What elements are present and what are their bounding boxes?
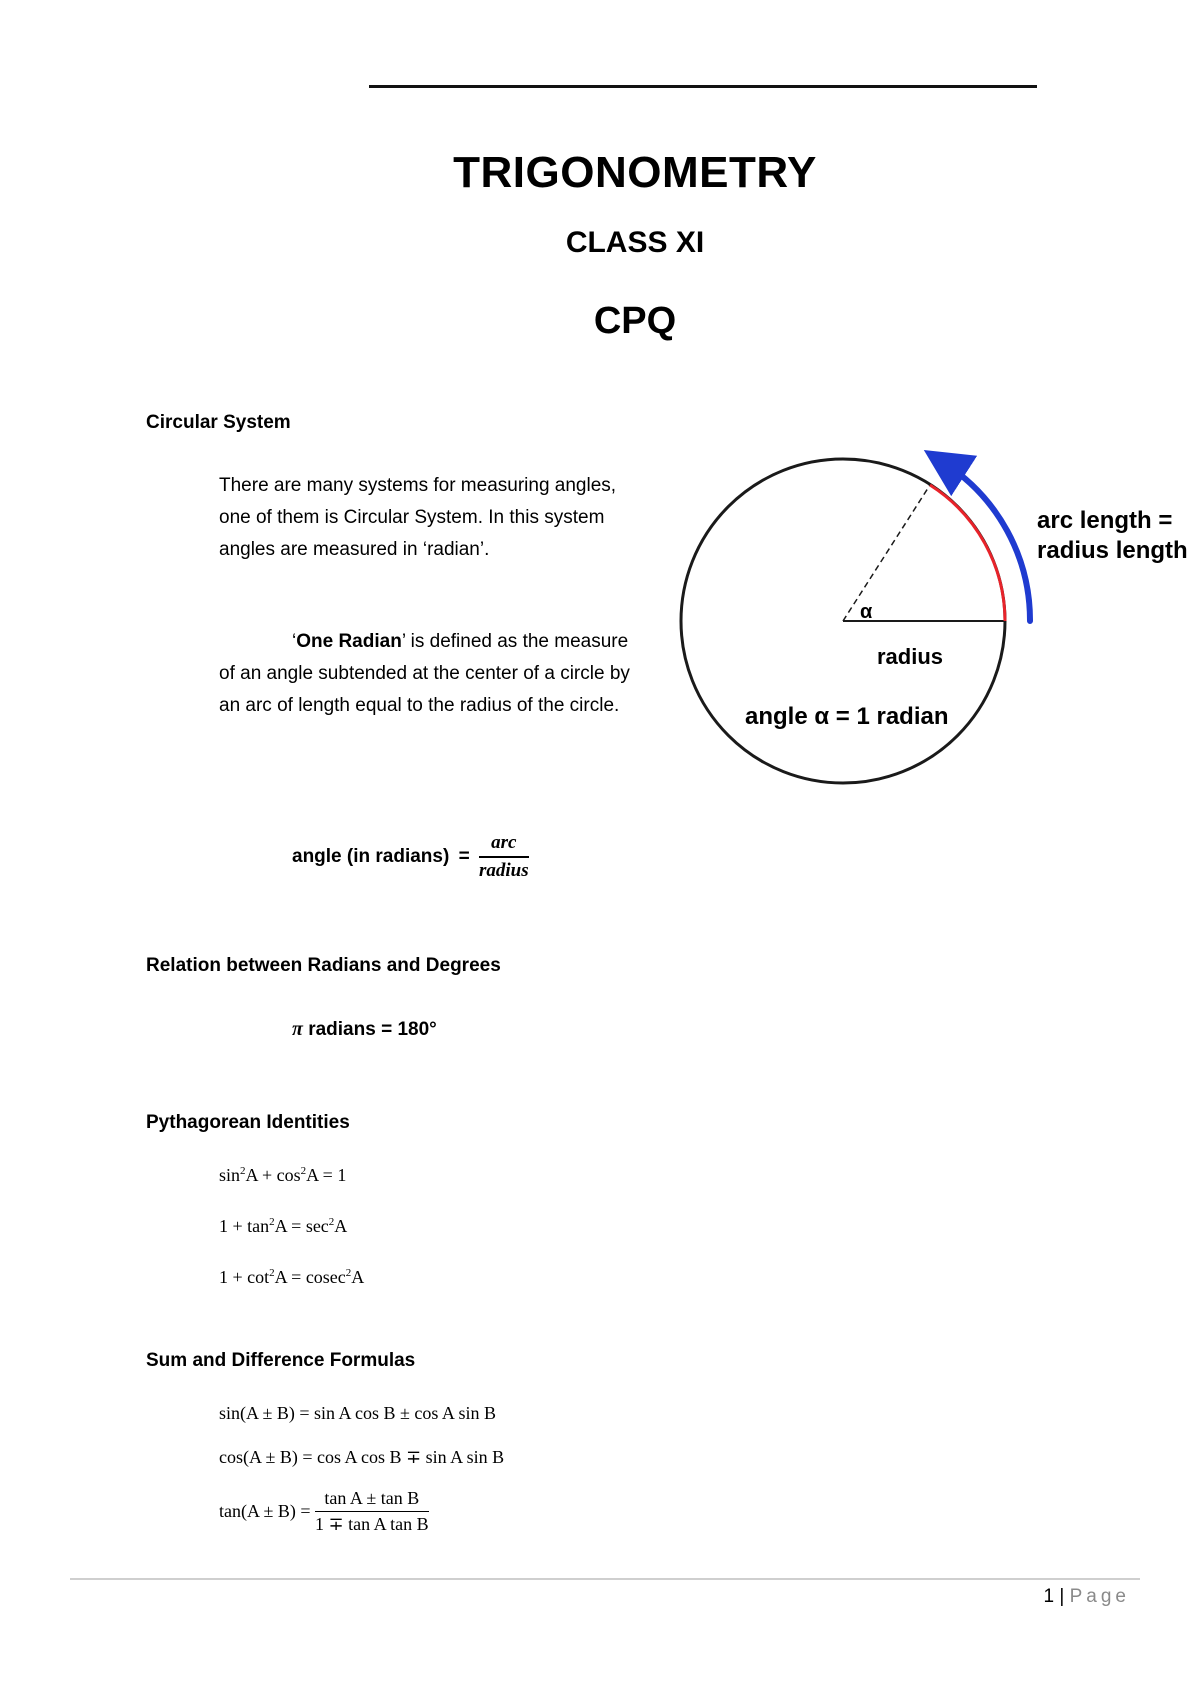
formula-denominator: radius xyxy=(478,860,529,881)
circular-system-paragraph: There are many systems for measuring angles, one of them is Circular System. In this system angles are measured in ‘radian’. xyxy=(219,475,617,560)
identity-part: A xyxy=(351,1267,365,1287)
identity-part: A = cosec xyxy=(274,1267,346,1287)
tan-numerator: tan A ± tan B xyxy=(315,1488,429,1512)
tan-sum-formula xyxy=(219,1488,429,1535)
sum-difference-heading: Sum and Difference Formulas xyxy=(146,1350,416,1371)
identity-part: A + cos xyxy=(245,1165,301,1185)
relation-heading: Relation between Radians and Degrees xyxy=(146,955,501,976)
formula-numerator: arc xyxy=(479,832,529,858)
class-subtitle: CLASS XI xyxy=(565,226,705,259)
footer-separator: | xyxy=(1054,1586,1070,1607)
page-number: 1 xyxy=(1043,1586,1055,1607)
exponent: 2 xyxy=(269,1267,275,1279)
radius-label: radius xyxy=(877,644,944,669)
identity-part: 1 + cot xyxy=(219,1267,270,1287)
identity-tan-sec xyxy=(219,1216,347,1237)
tan-fraction xyxy=(315,1488,429,1535)
pi-symbol: π xyxy=(292,1018,303,1040)
page-title: TRIGONOMETRY xyxy=(453,148,817,197)
identity-part: 1 + tan xyxy=(219,1216,270,1236)
identity-part: A xyxy=(334,1216,348,1236)
tan-lhs: tan(A ± B) = xyxy=(219,1501,311,1521)
one-radian-paragraph xyxy=(219,626,649,722)
identity-cot-cosec xyxy=(219,1267,364,1288)
cpq-heading: CPQ xyxy=(593,300,677,342)
arc-label-line1: arc length = xyxy=(1037,507,1173,534)
footer-rule xyxy=(70,1578,1140,1580)
sin-sum-formula: sin(A ± B) = sin A cos B ± cos A sin B xyxy=(219,1403,496,1423)
exponent: 2 xyxy=(240,1165,246,1177)
identity-part: A = sec xyxy=(274,1216,329,1236)
arc-label-line2: radius length xyxy=(1037,537,1188,564)
circular-system-heading: Circular System xyxy=(146,412,291,433)
pi-relation-text: radians = 180° xyxy=(302,1019,437,1040)
arc-arrow-icon xyxy=(944,463,1030,621)
identity-part: sin xyxy=(219,1165,241,1185)
radius-line-dashed xyxy=(843,485,930,621)
top-rule xyxy=(369,85,1037,88)
angle-alpha-label: α xyxy=(860,601,873,623)
quote-open: ‘ xyxy=(292,631,297,652)
one-radian-term: One Radian xyxy=(296,631,402,652)
identity-part: A = 1 xyxy=(306,1165,347,1185)
pythagorean-heading: Pythagorean Identities xyxy=(146,1112,350,1133)
cos-sum-formula: cos(A ± B) = cos A cos B ∓ sin A sin B xyxy=(219,1447,505,1467)
tan-denominator: 1 ∓ tan A tan B xyxy=(315,1514,429,1534)
formula-equals: = xyxy=(458,846,470,867)
pi-relation xyxy=(292,1018,437,1041)
quote-close: ’ xyxy=(401,631,406,652)
radian-formula xyxy=(292,832,529,882)
page-label: Page xyxy=(1069,1586,1130,1607)
formula-fraction xyxy=(479,832,529,882)
identity-sin-cos xyxy=(219,1165,346,1186)
exponent: 2 xyxy=(345,1267,352,1279)
exponent: 2 xyxy=(328,1216,335,1228)
formula-label: angle (in radians) xyxy=(292,846,450,867)
page-footer xyxy=(1044,1586,1130,1608)
one-radian-definition: is defined as the measure of an angle subtended at the center of a circle by an arc of length equal to the radius of the circle. xyxy=(219,631,630,716)
one-radian-diagram xyxy=(660,445,1200,795)
exponent: 2 xyxy=(300,1165,307,1177)
exponent: 2 xyxy=(269,1216,275,1228)
diagram-caption: angle α = 1 radian xyxy=(745,703,949,730)
